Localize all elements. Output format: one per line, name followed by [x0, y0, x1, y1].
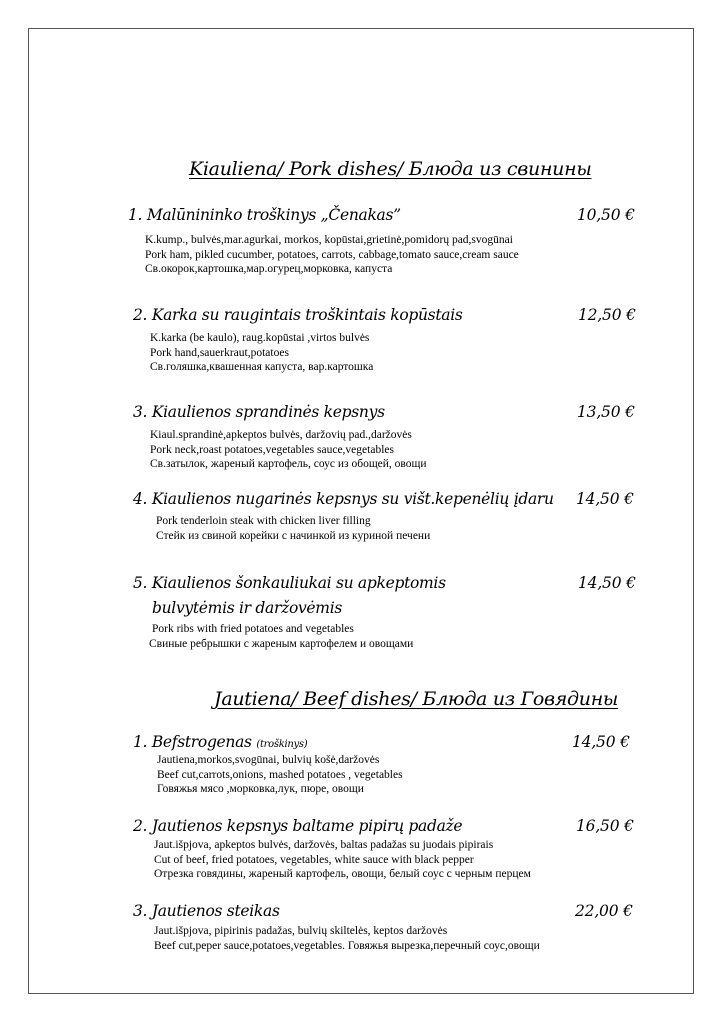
dish-title: 4. Kiaulienos nugarinės kepsnys su višt.kepenėlių įdaru [133, 490, 554, 508]
section-title-pork: Kiauliena/ Pork dishes/ Блюда из свинины [189, 158, 592, 180]
dish-price: 14,50 € [578, 574, 636, 592]
description-line: Св.затылок, жареный картофель, соус из обощей, овощи [150, 458, 427, 470]
dish-price: 13,50 € [577, 403, 635, 421]
dish-title-continuation: bulvytėmis ir daržovėmis [152, 599, 343, 617]
description-line: Pork ham, pikled cucumber, potatoes, carrots, cabbage,tomato sauce,cream sauce [145, 248, 519, 261]
description-line: K.karka (be kaulo), raug.kopūstai ,virtos bulvės [150, 332, 370, 344]
dish-description [150, 331, 373, 375]
dish-description [156, 514, 430, 543]
dish-description [149, 622, 414, 651]
dish-description [154, 838, 531, 882]
description-line: Pork neck,roast potatoes,vegetables sauce,vegetables [150, 443, 394, 456]
description-line: Pork tenderloin steak with chicken liver filling [156, 515, 371, 527]
dish-price: 14,50 € [576, 490, 634, 508]
description-line: Св.окорок,картошка,мар.огурец,морковка, капуста [145, 263, 393, 275]
description-line: K.kump., bulvės,mar.agurkai, morkos, kopūstai,grietinė,pomidorų pad,svogūnai [145, 234, 513, 246]
dish-price: 16,50 € [576, 817, 634, 835]
dish-description [154, 924, 540, 953]
dish-title [133, 733, 307, 751]
description-line: Cut of beef, fried potatoes, vegetables, white sauce with black pepper [154, 853, 474, 866]
description-line: Отрезка говядины, жареный картофель, овощи, белый соус с черным перцем [154, 868, 531, 880]
dish-name: 1. Befstrogenas [133, 733, 252, 751]
description-line: Beef cut,carrots,onions, mashed potatoes , vegetables [157, 768, 403, 781]
dish-title: 1. Malūnininko troškinys „Čenakas” [128, 206, 401, 224]
description-line: Jaut.išpjova, pipirinis padažas, bulvių skiltelės, keptos daržovės [154, 925, 448, 937]
dish-title: 2. Karka su raugintais troškintais kopūstais [133, 306, 463, 324]
dish-title: 3. Kiaulienos sprandinės kepsnys [133, 403, 385, 421]
description-line: Говяжья мясо ,морковка,лук, пюре, овощи [157, 783, 364, 795]
dish-price: 22,00 € [575, 902, 633, 920]
description-line: Jautiena,morkos,svogūnai, bulvių košė,daržovės [157, 754, 380, 766]
dish-title: 5. Kiaulienos šonkauliukai su apkeptomis [133, 574, 446, 592]
description-line: Jaut.išpjova, apkeptos bulvės, daržovės, baltas padažas su juodais pipirais [154, 839, 494, 851]
dish-description [150, 428, 427, 472]
dish-price: 10,50 € [577, 206, 635, 224]
dish-price: 12,50 € [578, 306, 636, 324]
dish-description [157, 753, 403, 797]
description-line: Kiaul.sprandinė,apkeptos bulvės, daržovių pad.,daržovės [150, 429, 412, 441]
dish-description [145, 233, 519, 277]
section-title-beef: Jautiena/ Beef dishes/ Блюда из Говядины [214, 688, 619, 710]
dish-title: 3. Jautienos steikas [133, 902, 280, 920]
description-line: Beef cut,peper sauce,potatoes,vegetables. Говяжья вырезка,перечный соус,овощи [154, 939, 540, 952]
description-line: Pork ribs with fried potatoes and vegetables [152, 623, 354, 635]
description-line: Стейк из свиной корейки с начинкой из куриной печени [156, 529, 431, 542]
description-line: Свиные ребрышки с жареным картофелем и овощами [149, 637, 414, 650]
dish-note: (troškinys) [256, 739, 308, 750]
dish-price: 14,50 € [572, 733, 630, 751]
description-line: Pork hand,sauerkraut,potatoes [150, 346, 289, 359]
dish-title: 2. Jautienos kepsnys baltame pipirų padaže [133, 817, 463, 835]
description-line: Св.голяшка,квашенная капуста, вар.картошка [150, 361, 374, 373]
